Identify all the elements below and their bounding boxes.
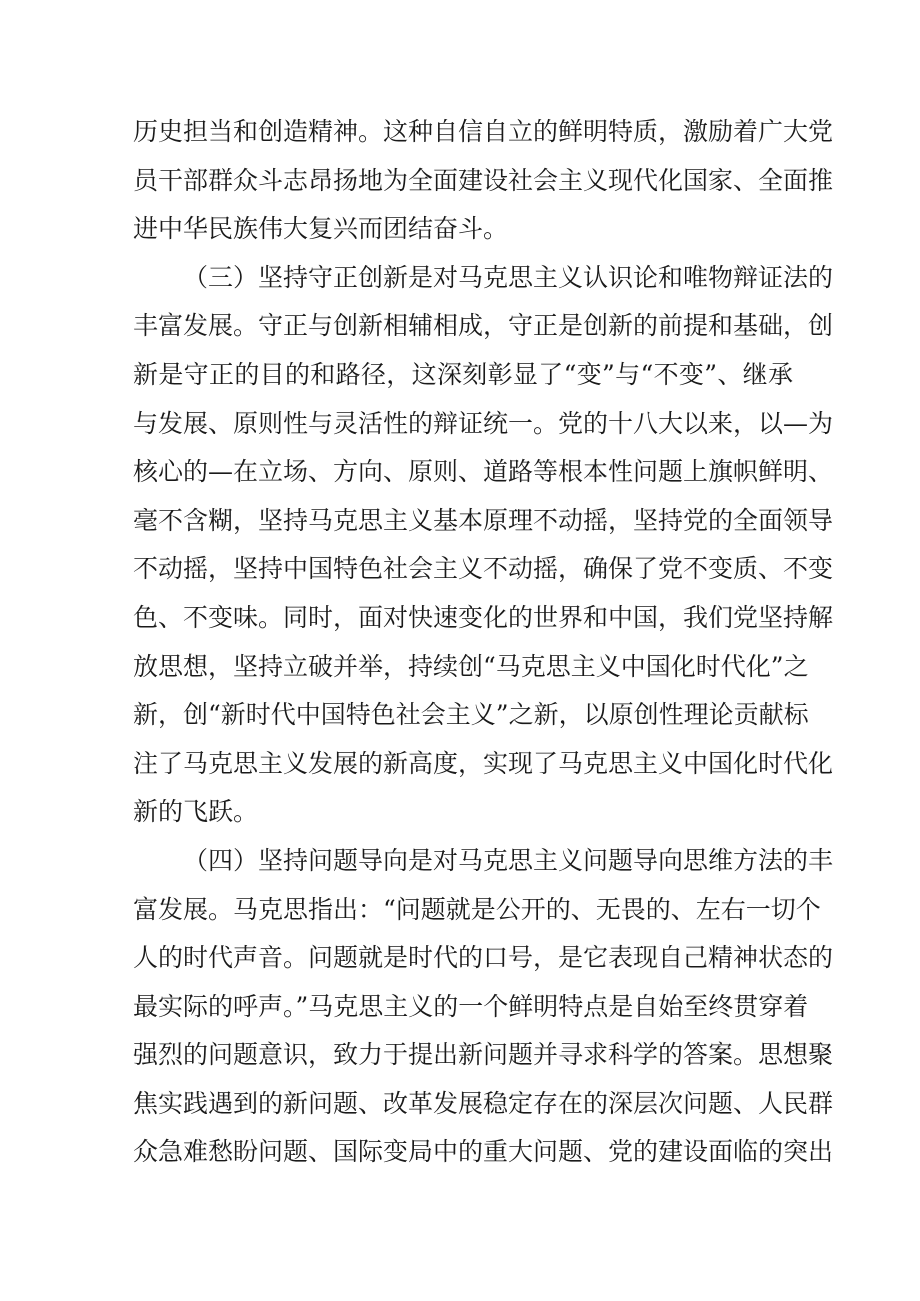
text-line: （三）坚持守正创新是对马克思主义认识论和唯物辩证法的 [183,262,834,292]
text-line: 不动摇，坚持中国特色社会主义不动摇，确保了党不变质、不变 [133,554,834,584]
text-line: 富发展。马克思指出：“问题就是公开的、无畏的、左右一切个 [133,894,821,924]
text-line: 强烈的问题意识，致力于提出新问题并寻求科学的答案。思想聚 [133,1040,834,1070]
text-line: 与发展、原则性与灵活性的辩证统一。党的十八大以来，以—为 [133,408,834,438]
text-line: 新，创“新时代中国特色社会主义”之新，以原创性理论贡献标 [133,700,809,730]
text-line: 人的时代声音。问题就是时代的口号，是它表现自己精神状态的 [133,943,834,973]
text-line: 焦实践遇到的新问题、改革发展稳定存在的深层次问题、人民群 [133,1088,834,1118]
text-line: 进中华民族伟大复兴而团结奋斗。 [133,214,509,244]
text-line: 毫不含糊，坚持马克思主义基本原理不动摇，坚持党的全面领导 [133,505,834,535]
text-line: 注了马克思主义发展的新高度，实现了马克思主义中国化时代化 [133,748,834,778]
paragraph-section-3 [133,254,834,837]
text-line: 新的飞跃。 [133,797,259,827]
text-line: 放思想，坚持立破并举，持续创“马克思主义中国化时代化”之 [133,651,809,681]
text-line: 最实际的呼声。”马克思主义的一个鲜明特点是自始至终贯穿着 [133,991,809,1021]
text-line: 核心的—在立场、方向、原则、道路等根本性问题上旗帜鲜明、 [133,457,834,487]
text-line: 新是守正的目的和路径，这深刻彰显了“变”与“不变”、继承 [133,359,793,389]
text-line: 丰富发展。守正与创新相辅相成，守正是创新的前提和基础，创 [133,311,834,341]
text-line: 色、不变味。同时，面对快速变化的世界和中国，我们党坚持解 [133,602,834,632]
paragraph-continuation [133,108,834,254]
text-line: 众急难愁盼问题、国际变局中的重大问题、党的建设面临的突出 [133,1137,834,1167]
text-line: 历史担当和创造精神。这种自信自立的鲜明特质，激励着广大党 [133,117,834,146]
body-text [133,108,834,1177]
text-line: 员干部群众斗志昂扬地为全面建设社会主义现代化国家、全面推 [133,165,834,195]
paragraph-section-4 [133,837,834,1177]
text-line: （四）坚持问题导向是对马克思主义问题导向思维方法的丰 [183,845,834,875]
